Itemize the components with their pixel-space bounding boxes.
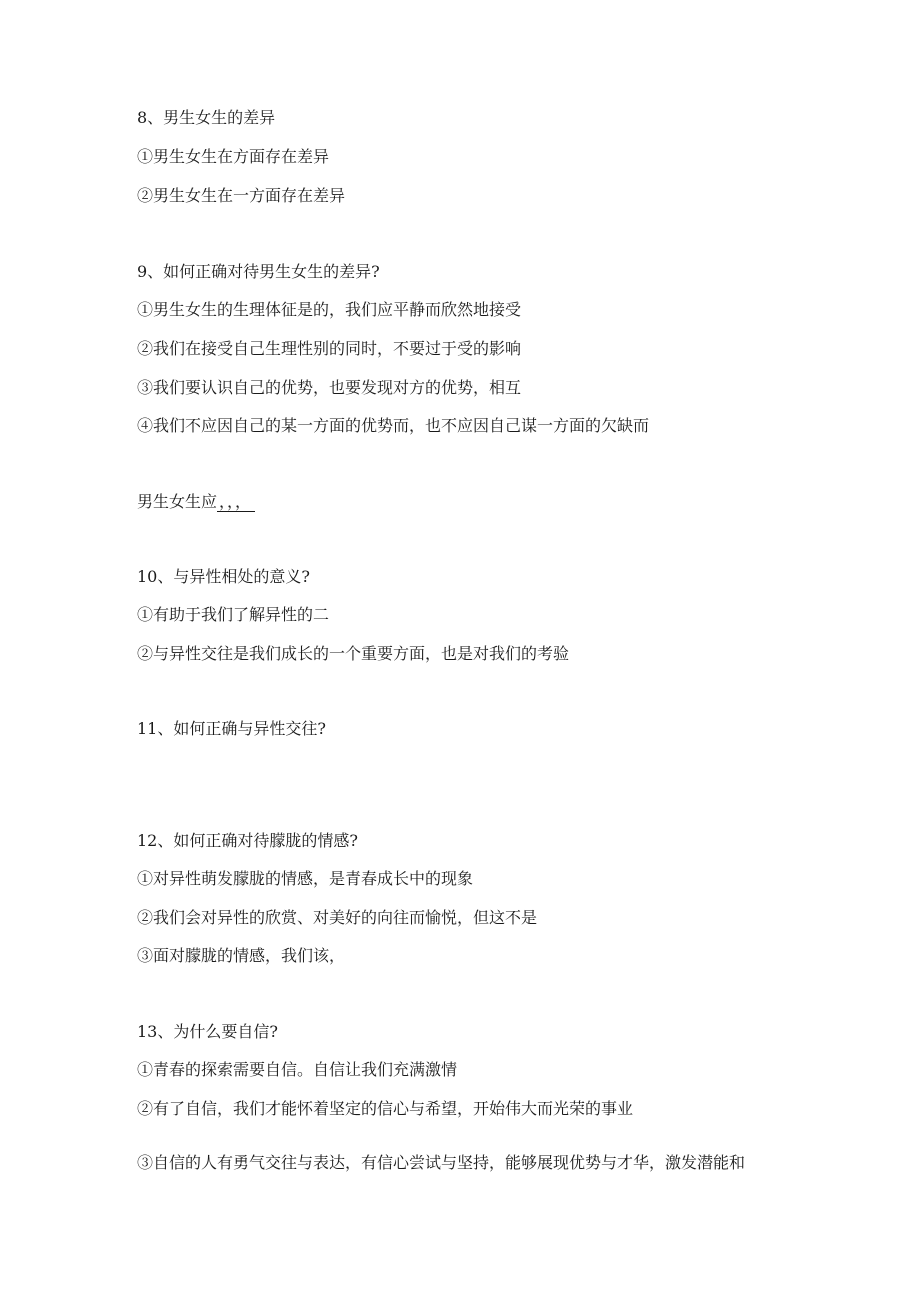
section-9-item-3: ③我们要认识自己的优势，也要发现对方的优势，相互 bbox=[137, 378, 522, 397]
section-10-heading: 10、与异性相处的意义? bbox=[137, 567, 310, 586]
section-9-heading: 9、如何正确对待男生女生的差异? bbox=[137, 262, 380, 281]
section-12-item-1: ①对异性萌发朦胧的情感，是青春成长中的现象 bbox=[137, 869, 474, 888]
section-13-heading: 13、为什么要自信? bbox=[137, 1022, 278, 1041]
section-9-item-4: ④我们不应因自己的某一方面的优势而，也不应因自己谋一方面的欠缺而 bbox=[137, 416, 650, 435]
section-13-item-3: ③自信的人有勇气交往与表达，有信心尝试与坚持，能够展现优势与才华，激发潜能和 bbox=[137, 1153, 746, 1172]
section-13-item-2: ②有了自信，我们才能怀着坚定的信心与希望，开始伟大而光荣的事业 bbox=[137, 1099, 634, 1118]
section-8-item-2: ②男生女生在一方面存在差异 bbox=[137, 186, 346, 205]
section-10-item-1: ①有助于我们了解异性的二 bbox=[137, 605, 330, 624]
section-12-heading: 12、如何正确对待朦胧的情感? bbox=[137, 831, 358, 850]
section-9-summary-text: 男生女生应 bbox=[137, 492, 218, 511]
section-9-summary bbox=[137, 492, 255, 512]
section-9-item-2: ②我们在接受自己生理性别的同时，不要过于受的影响 bbox=[137, 339, 522, 358]
section-11-heading: 11、如何正确与异性交往? bbox=[137, 719, 326, 738]
section-8-item-1: ①男生女生在方面存在差异 bbox=[137, 147, 330, 166]
section-10-item-2: ②与异性交往是我们成长的一个重要方面，也是对我们的考验 bbox=[137, 644, 570, 663]
section-12-item-3: ③面对朦胧的情感，我们该， bbox=[137, 946, 346, 965]
section-9-item-1: ①男生女生的生理体征是的，我们应平静而欣然地接受 bbox=[137, 300, 522, 319]
section-8-heading: 8、男生女生的差异 bbox=[137, 108, 276, 127]
fill-in-blank: ，，， bbox=[217, 493, 255, 512]
section-13-item-1: ①青春的探索需要自信。自信让我们充满激情 bbox=[137, 1060, 458, 1079]
section-12-item-2: ②我们会对异性的欣赏、对美好的向往而愉悦，但这不是 bbox=[137, 908, 538, 927]
